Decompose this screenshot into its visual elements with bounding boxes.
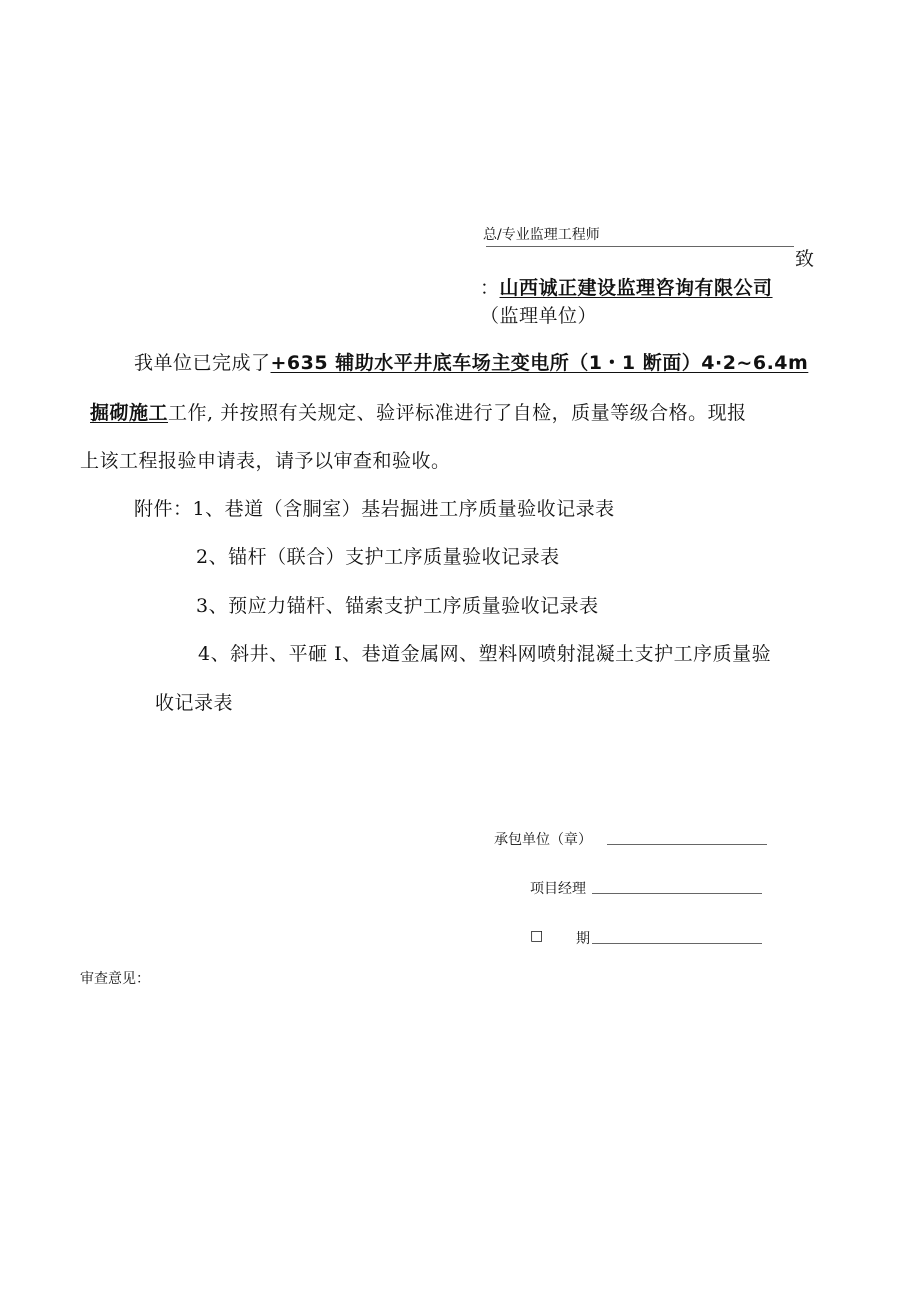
date-label: 期	[576, 931, 590, 947]
project-name-line2: 掘砌施工	[90, 402, 169, 424]
colon	[480, 273, 773, 300]
date-signature-line	[592, 943, 762, 944]
attachment-item-4: 4、斜井、平砸 I、巷道金属网、塑料网喷射混凝土支护工序质量验	[198, 643, 772, 665]
engineer-signature-line	[486, 246, 794, 247]
colon-mark: ：	[480, 277, 500, 299]
supervisor-company: 山西诚正建设监理咨询有限公司	[499, 277, 773, 299]
attachment-line-1	[134, 494, 615, 521]
date-checkbox: □	[530, 928, 544, 944]
body-line2-rest: 工作, 并按照有关规定、验评标准进行了自检，质量等级合格。现报	[168, 402, 747, 424]
review-label: 审查意见：	[80, 971, 150, 987]
contractor-label: 承包单位（章）	[494, 832, 592, 848]
attachments-label: 附件：	[134, 498, 193, 520]
contractor-signature-line	[607, 844, 767, 845]
attachment-item-4-cont: 收记录表	[155, 692, 234, 714]
attachment-item-1: 1、巷道（含胴室）基岩掘进工序质量验收记录表	[192, 498, 615, 520]
supervisor-unit-label: （监理单位）	[480, 305, 598, 327]
body-line3: 上该工程报验申请表，请予以审查和验收。	[80, 450, 451, 472]
attachment-item-3: 3、预应力锚杆、锚索支护工序质量验收记录表	[196, 595, 599, 617]
engineer-label: 总/专业监理工程师	[483, 227, 600, 243]
manager-label: 项目经理	[530, 881, 586, 897]
intro-line	[134, 348, 808, 375]
attachment-item-2: 2、锚杆（联合）支护工序质量验收记录表	[196, 546, 560, 568]
intro-prefix: 我单位已完成了	[134, 352, 271, 374]
project-name-line1: +635 辅助水平井底车场主变电所（1・1 断面）4·2~6.4m	[270, 352, 809, 374]
to-label: 致	[795, 248, 815, 270]
manager-signature-line	[592, 893, 762, 894]
body-line2	[90, 398, 747, 425]
